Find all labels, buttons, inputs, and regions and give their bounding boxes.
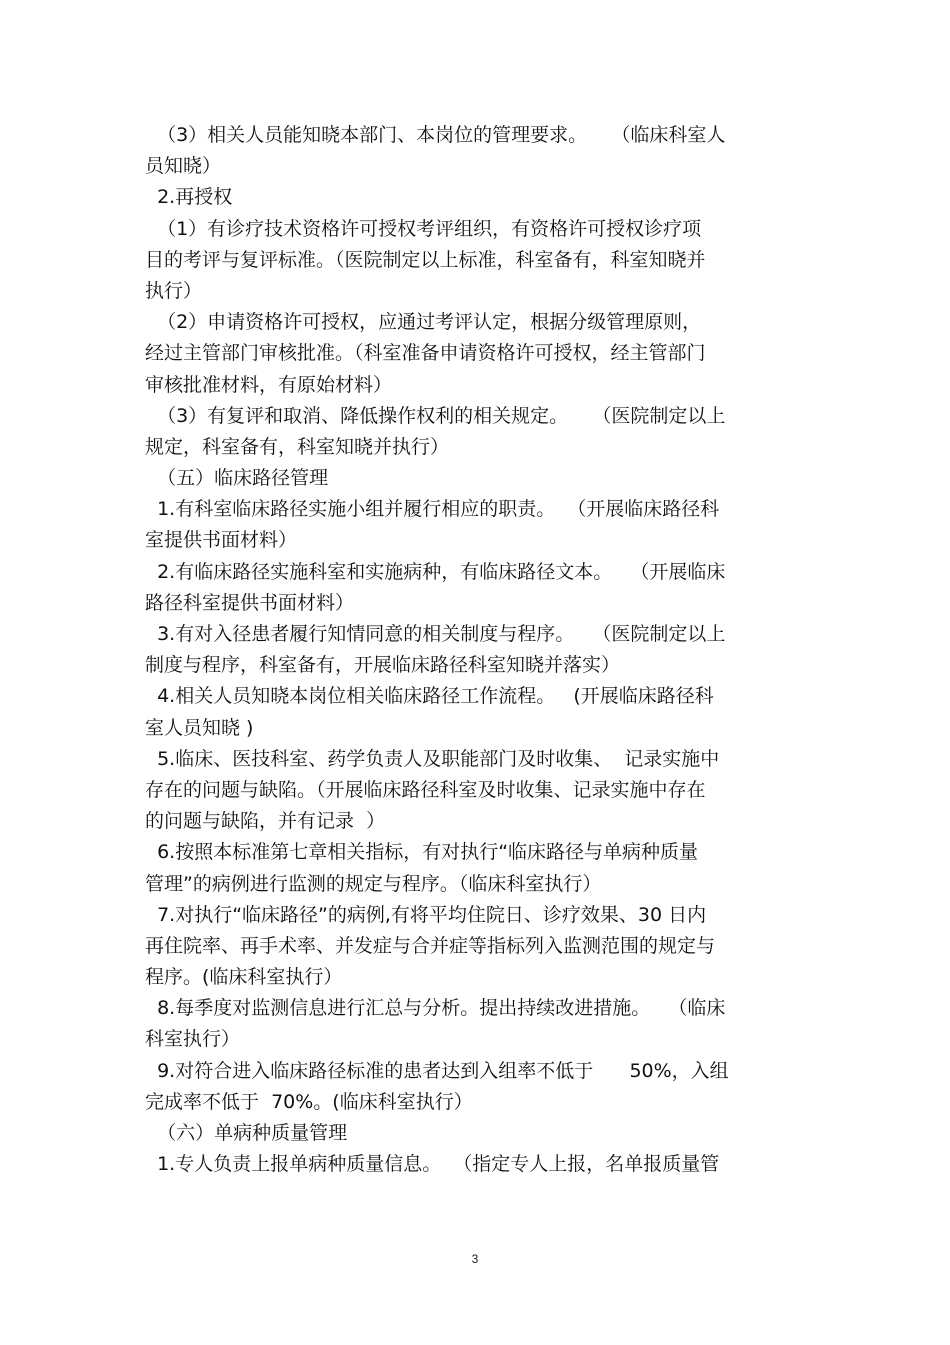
text-line: 1.有科室临床路径实施小组并履行相应的职责。 （开展临床路径科 — [145, 498, 720, 521]
text-line: 员知晓） — [145, 155, 222, 178]
text-line: （2）申请资格许可授权，应通过考评认定，根据分级管理原则， — [145, 311, 702, 334]
text-line: 规定，科室备有，科室知晓并执行） — [145, 435, 450, 458]
text-line: 制度与程序，科室备有，开展临床路径科室知晓并落实） — [145, 654, 621, 677]
text-line: 6.按照本标准第七章相关指标，有对执行“临床路径与单病种质量 — [145, 841, 699, 864]
section-heading: （六）单病种质量管理 — [145, 1122, 348, 1144]
text-line: 目的考评与复评标准。（医院制定以上标准，科室备有，科室知晓并 — [145, 248, 706, 271]
document-body — [145, 120, 810, 1180]
text-line: （3）相关人员能知晓本部门、本岗位的管理要求。 （临床科室人 — [145, 124, 726, 146]
section-heading: （五）临床路径管理 — [145, 467, 329, 490]
text-line: 再住院率、再手术率、并发症与合并症等指标列入监测范围的规定与 — [145, 934, 716, 957]
text-line: 4.相关人员知晓本岗位相关临床路径工作流程。 (开展临床路径科 — [145, 685, 714, 708]
text-line: 1.专人负责上报单病种质量信息。 （指定专人上报，名单报质量管 — [145, 1153, 720, 1176]
text-line: 室人员知晓 ) — [145, 716, 254, 739]
text-line: 7.对执行“临床路径”的病例,有将平均住院日、诊疗效果、30 日内 — [145, 903, 707, 926]
text-line: 室提供书面材料） — [145, 529, 298, 552]
text-line: 管理”的病例进行监测的规定与程序。（临床科室执行） — [145, 872, 602, 895]
text-line: 程序。(临床科室执行） — [145, 966, 343, 989]
text-line: 2.有临床路径实施科室和实施病种，有临床路径文本。 （开展临床 — [145, 560, 726, 583]
text-line: 审核批准材料，有原始材料） — [145, 373, 393, 396]
text-line: 经过主管部门审核批准。（科室准备申请资格许可授权，经主管部门 — [145, 342, 706, 365]
text-line: 执行） — [145, 279, 203, 302]
text-line: （1）有诊疗技术资格许可授权考评组织，有资格许可授权诊疗项 — [145, 217, 702, 240]
text-line: 5.临床、医技科室、药学负责人及职能部门及时收集、 记录实施中 — [145, 747, 720, 770]
text-line: 存在的问题与缺陷。（开展临床路径科室及时收集、记录实施中存在 — [145, 778, 706, 801]
text-line: 3.有对入径患者履行知情同意的相关制度与程序。 （医院制定以上 — [145, 623, 726, 645]
text-line: （3）有复评和取消、降低操作权利的相关规定。 （医院制定以上 — [145, 404, 726, 427]
section-heading: 2.再授权 — [145, 186, 233, 209]
text-line: 的问题与缺陷，并有记录 ） — [145, 810, 386, 833]
page-number: 3 — [471, 1252, 479, 1266]
text-line: 8.每季度对监测信息进行汇总与分析。提出持续改进措施。 （临床 — [145, 997, 726, 1020]
text-line: 完成率不低于 70%。(临床科室执行） — [145, 1090, 473, 1113]
text-line: 9.对符合进入临床路径标准的患者达到入组率不低于 50%，入组 — [145, 1059, 729, 1082]
text-line: 路径科室提供书面材料） — [145, 591, 355, 614]
text-line: 科室执行） — [145, 1028, 241, 1051]
